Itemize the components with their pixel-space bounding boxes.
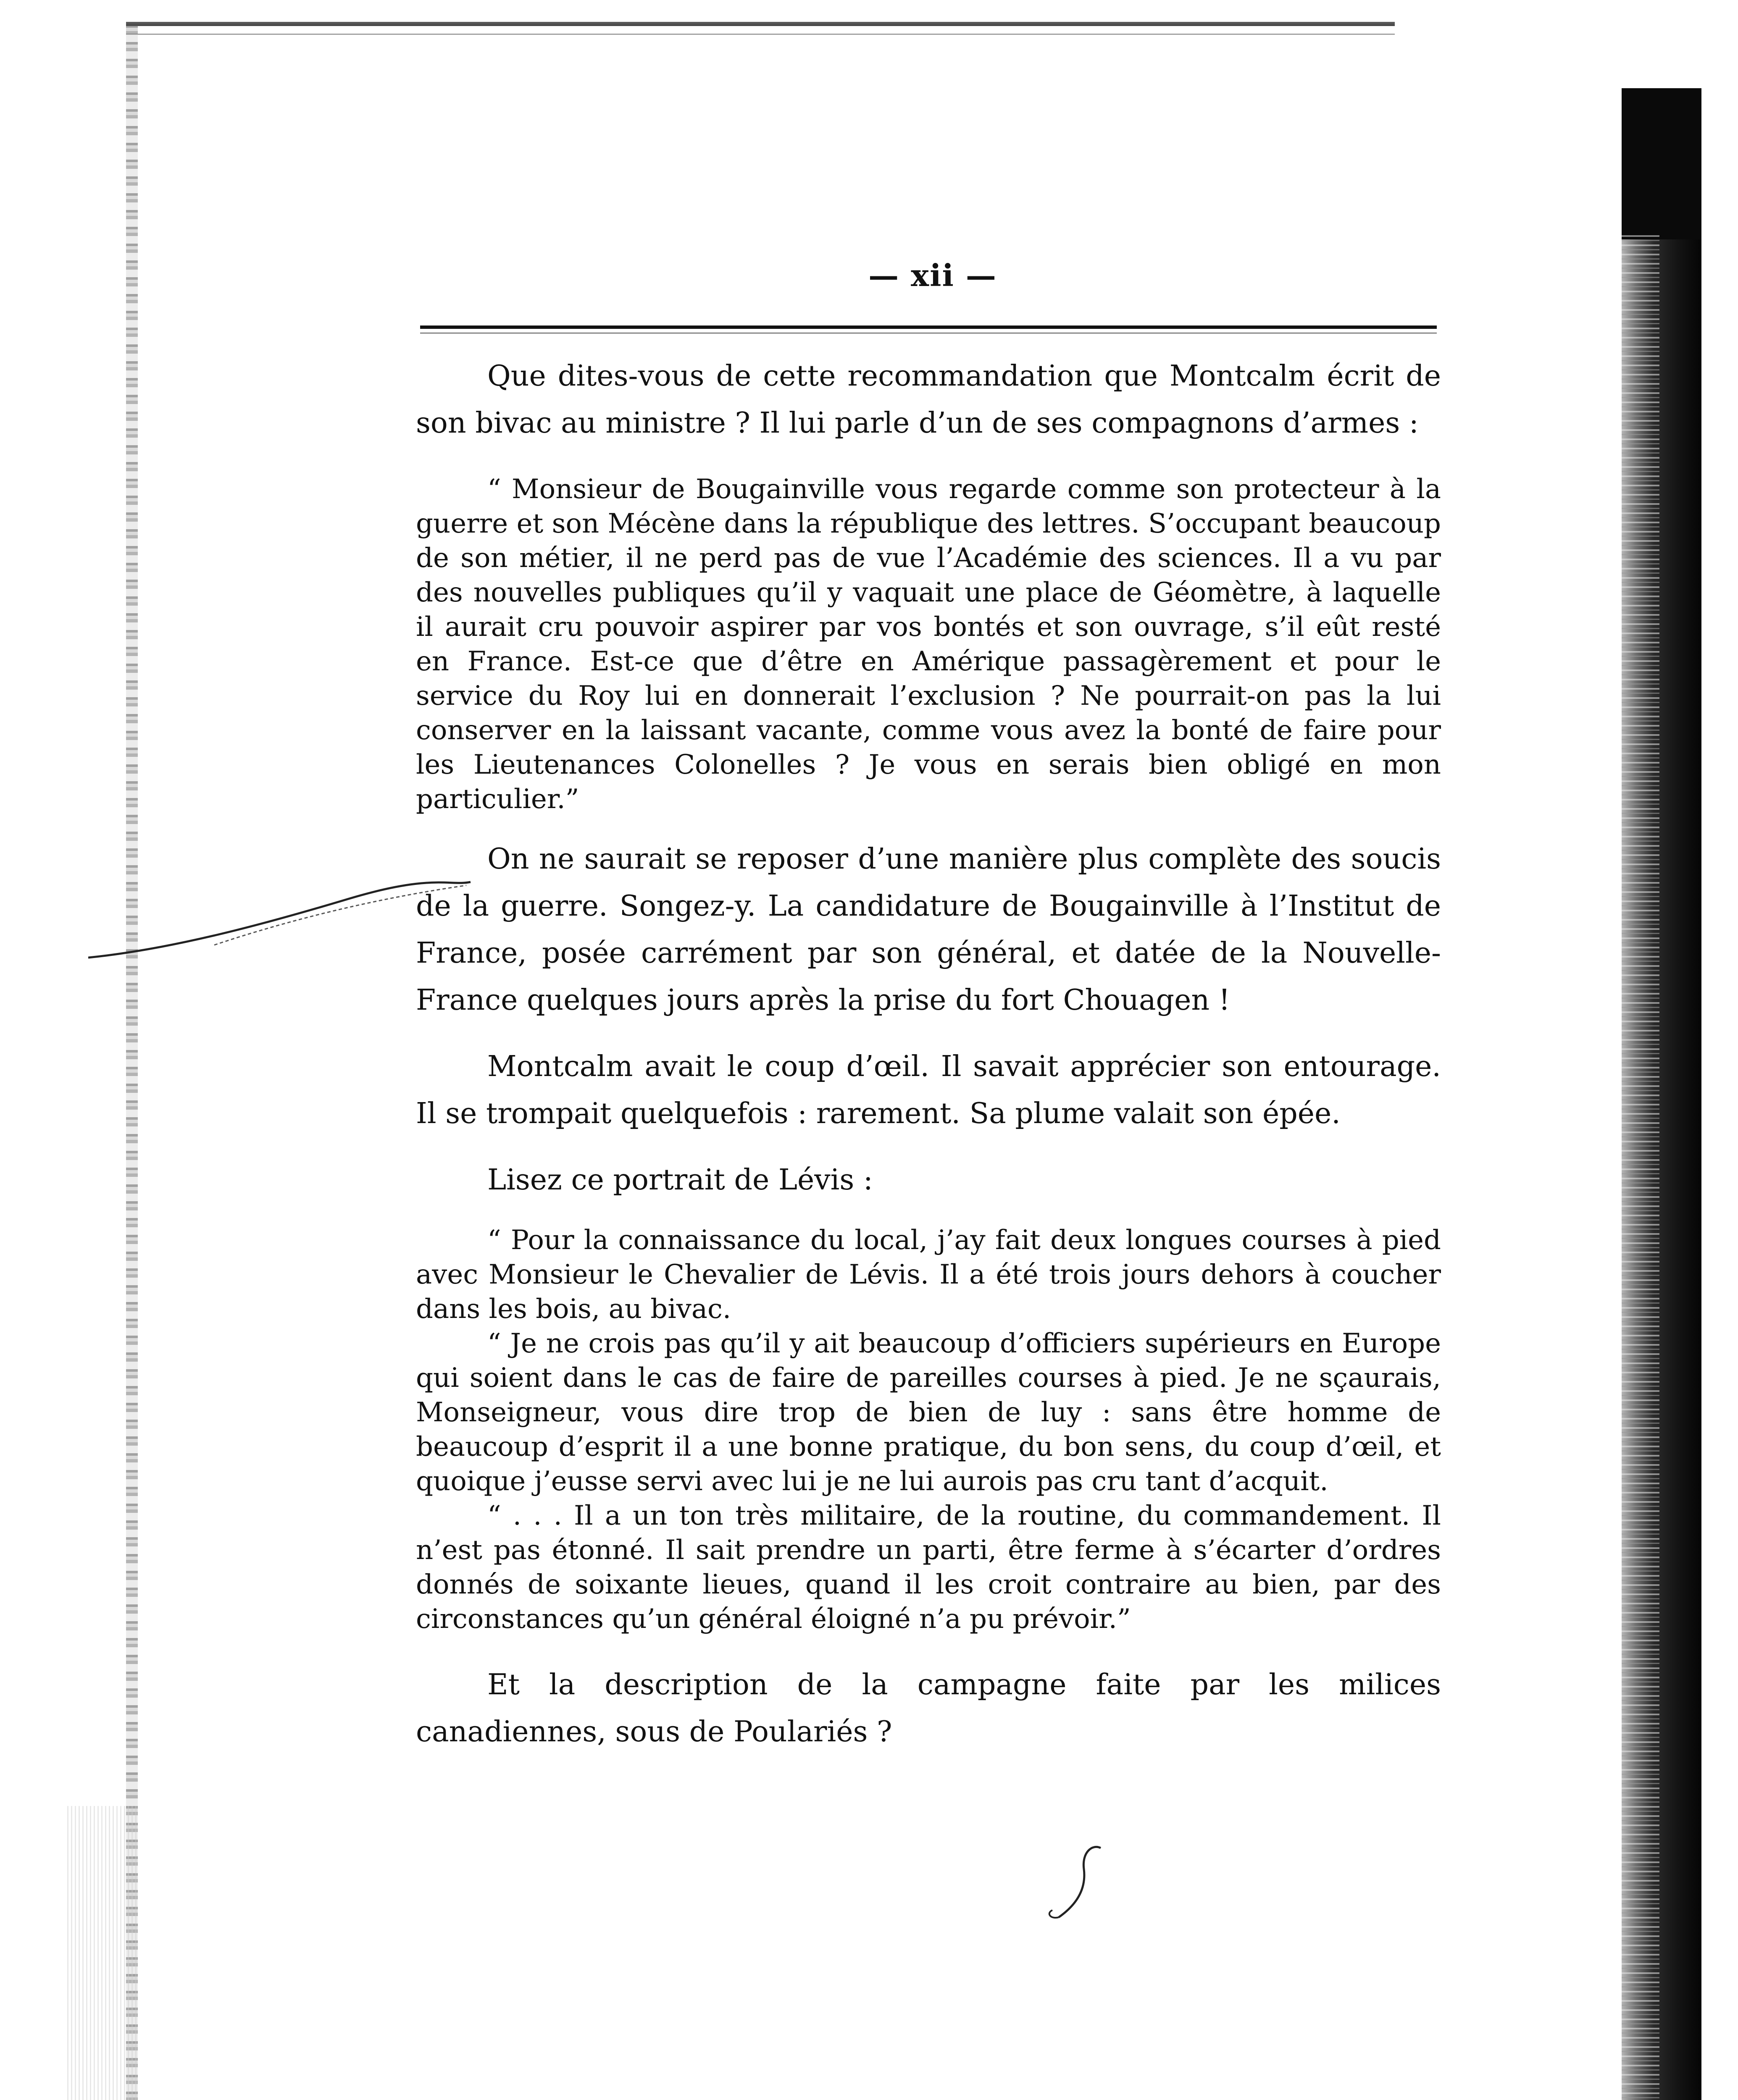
paragraph-montcalm-recommendation: Que dites-vous de cette recommandation que Montcalm écrit de son bivac au ministre ? Il lui parle d’un de ses compagnons d’armes : (416, 360, 1441, 440)
quote-bougainville: “ Monsieur de Bougainville vous regarde comme son protecteur à la guerre et son Mécène dans la république des lettres. S’occupant beaucoup de son métier, il ne perd pas de vue l’Académie des sciences. Il a vu par des nouvelles publiques qu’il y vaquait une place de Géomètre, à laquelle il aurait cru pouvoir aspirer par vos bontés et son ouvrage, s’il eût resté en France. Est-ce que d’être en Amérique passagèrement et pour le service du Roy lui en donnerait l’exclusion ? Ne pourrait-on pas la lui conserver en la laissant vacante, comme vous avez la bonté de faire pour les Lieutenances Colonelles ? Je vous en serais bien obligé en mon particulier.” (416, 474, 1441, 815)
quote-levis-courses: “ Pour la connaissance du local, j’ay fait deux longues courses à pied avec Monsieur le Chevalier de Lévis. Il a été trois jours dehors à coucher dans les bois, au bivac. (416, 1225, 1441, 1325)
paragraph-milices-canadiennes: Et la description de la campagne faite par les milices canadiennes, sous de Poulariés ? (416, 1668, 1441, 1748)
scan-edge-top (126, 22, 1395, 26)
paragraph-portrait-levis: Lisez ce portrait de Lévis : (487, 1163, 873, 1197)
book-binding-grain (1622, 235, 1659, 2100)
header-rule (420, 326, 1437, 329)
paragraph-coup-doeil: Montcalm avait le coup d’œil. Il savait apprécier son entourage. Il se trompait quelquefois : rarement. Sa plume valait son épée. (416, 1050, 1441, 1130)
paragraph-candidature: On ne saurait se reposer d’une manière plus complète des soucis de la guerre. Songez-y. La candidature de Bougainville à l’Institut de France, posée carrément par son général, et datée de la Nouvelle-France quelques jours après la prise du fort Chouagen ! (416, 843, 1441, 1017)
quote-levis-militaire: “ . . . Il a un ton très militaire, de la routine, du commandement. Il n’est pas étonné. Il sait prendre un parti, être ferme à s’écarter d’ordres donnés de soixante lieues, quand il les croit contraire au bien, par des circonstances qu’un général éloigné n’a pu prévoir.” (416, 1500, 1441, 1635)
scan-edge-top-thin (126, 34, 1395, 35)
page-header (420, 257, 1445, 293)
scan-noise-left (67, 1806, 139, 2100)
scan-edge-left (126, 25, 138, 2100)
handwritten-mark (1042, 1840, 1117, 1924)
quote-levis-officiers: “ Je ne crois pas qu’il y ait beaucoup d’officiers supérieurs en Europe qui soient dans le cas de faire de pareilles courses à pied. Je ne sçaurais, Monseigneur, vous dire trop de bien de luy : sans être homme de beaucoup d’esprit il a une bonne pratique, du bon sens, du coup d’œil, et quoique j’eusse servi avec lui je ne lui aurois pas cru tant d’acquit. (416, 1328, 1441, 1497)
page-body (416, 353, 1441, 1756)
book-binding-shadow-top (1622, 88, 1701, 239)
page-number: — xii — (868, 257, 997, 293)
